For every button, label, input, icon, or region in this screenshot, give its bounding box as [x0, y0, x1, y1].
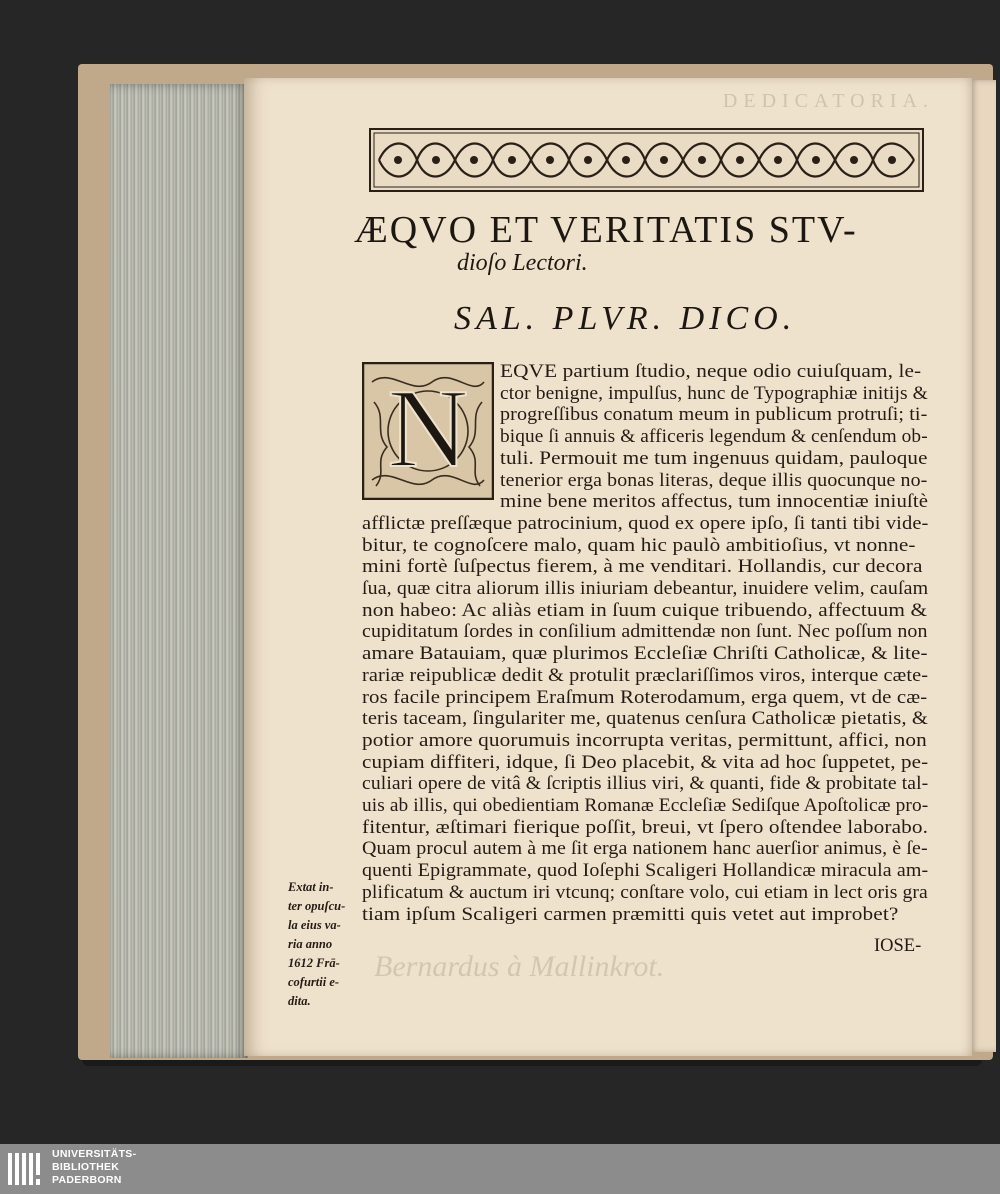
dedication-subtitle: dioſo Lectori. [457, 250, 588, 276]
text-line: uis ab illis, qui obedientiam Romanæ Eccleſiæ Sediſque Apoſtolicæ pro- [362, 796, 929, 816]
text-line: non habeo: Ac aliàs etiam in ſuum cuique tribuendo, affectuum & [362, 600, 928, 621]
marginal-note [288, 878, 364, 1011]
decorated-initial [362, 362, 494, 500]
marginal-note-line: cofurtii e- [288, 975, 340, 989]
text-line: cupiditatum ſordes in conſilium admittendæ non ſunt. Nec poſſum non [362, 622, 928, 643]
text-line: ſua, quæ citra aliorum illis iniuriam debeantur, inuidere velim, cauſam [362, 579, 929, 599]
greeting-heading: SAL. PLVR. DICO. [454, 300, 797, 337]
text-line: mini fortè ſuſpectus fierem, à me venditari. Hollandis, cur decora [362, 557, 923, 578]
marginal-note-line: la eius va- [288, 918, 341, 932]
text-line: quenti Epigrammate, quod Ioſephi Scaligeri Hollandicæ miracula am- [362, 861, 929, 882]
library-footer-bar [0, 1144, 1000, 1194]
text-line: cupiam diffiteri, idque, ſi Deo placebit, & vita ad hoc ſuppetet, pe- [362, 752, 929, 773]
marginal-note-line: ter opuſcu- [288, 899, 346, 913]
text-line: progreſſibus conatum meum in publicum protruſi; ti- [500, 405, 928, 426]
marginal-note-line: 1612 Frā- [288, 956, 340, 970]
catchword: IOSE- [874, 936, 922, 956]
text-line: amare Batauiam, quæ plurimos Eccleſiæ Chriſti Catholicæ, & lite- [362, 644, 928, 665]
text-line: tenerior erga bonas literas, deque illis quocunque no- [500, 470, 928, 491]
book-page [244, 78, 972, 1056]
text-line: ros facile principem Eraſmum Roterodamum, erga quem, vt de cæ- [362, 687, 928, 708]
library-logo-text [52, 1148, 136, 1187]
marginal-note-line: dita. [288, 994, 311, 1008]
marginal-note-line: ria anno [288, 937, 333, 951]
ornamental-headpiece [369, 128, 924, 192]
dedication-title: ÆQVO ET VERITATIS STV- [354, 209, 858, 251]
logo-line-1: UNIVERSITÄTS- [52, 1148, 137, 1160]
library-logo-icon [6, 1149, 46, 1189]
text-line: EQVE partium ſtudio, neque odio cuiuſquam, le- [500, 362, 922, 382]
page-edges [110, 84, 248, 1058]
text-line: tiam ipſum Scaligeri carmen præmitti quis vetet aut improbet? [362, 904, 899, 925]
logo-line-3: PADERBORN [52, 1174, 122, 1186]
running-head-bleedthrough: DEDICATORIA. [722, 90, 934, 112]
text-line: Quam procul autem à me ſit erga nationem hanc auerſior animus, è ſe- [362, 839, 928, 860]
text-line: bitur, te cognoſcere malo, quam hic paulò ambitioſius, vt nonne- [362, 535, 916, 556]
text-line: plificatum & auctum iri vtcunq; conſtare volo, cui etiam in lect oris gra [362, 882, 928, 903]
text-line: ctor benigne, impulſus, hunc de Typographiæ initijs & [500, 383, 928, 404]
dropcap-letter: N [387, 367, 469, 491]
text-line: tuli. Permouit me tum ingenuus quidam, pauloque [500, 448, 928, 469]
text-line: bique ſi annuis & afficeris legendum & cenſendum ob- [500, 427, 928, 448]
text-line: teris taceam, ſingulariter me, quatenus cenſura Catholicæ pietatis, & [362, 709, 928, 730]
logo-line-2: BIBLIOTHEK [52, 1161, 120, 1173]
text-line: potior amore quorumuis incorrupta veritas, permittunt, affici, non [362, 730, 927, 751]
text-line: mine bene meritos affectus, tum innocentiæ iniuſtè [500, 492, 929, 513]
text-line: rariæ reipublicæ dedit & protulit præclariſſimos viros, interque cæte- [362, 665, 929, 686]
marginal-note-line: Extat in- [288, 880, 334, 894]
next-page-edge [970, 80, 996, 1052]
bleedthrough-text: Bernardus à Mallinkrot. [374, 950, 665, 983]
text-line: culiari opere de vitâ & ſcriptis illius viri, & quanti, fide & probitate tal- [362, 774, 929, 795]
text-line: afflictæ preſſæque patrocinium, quod ex opere ipſo, ſi tanti tibi vide- [362, 513, 929, 534]
text-line: fitentur, æſtimari fierique poſſit, breui, vt ſpero oſtendee laborabo. [362, 817, 929, 838]
